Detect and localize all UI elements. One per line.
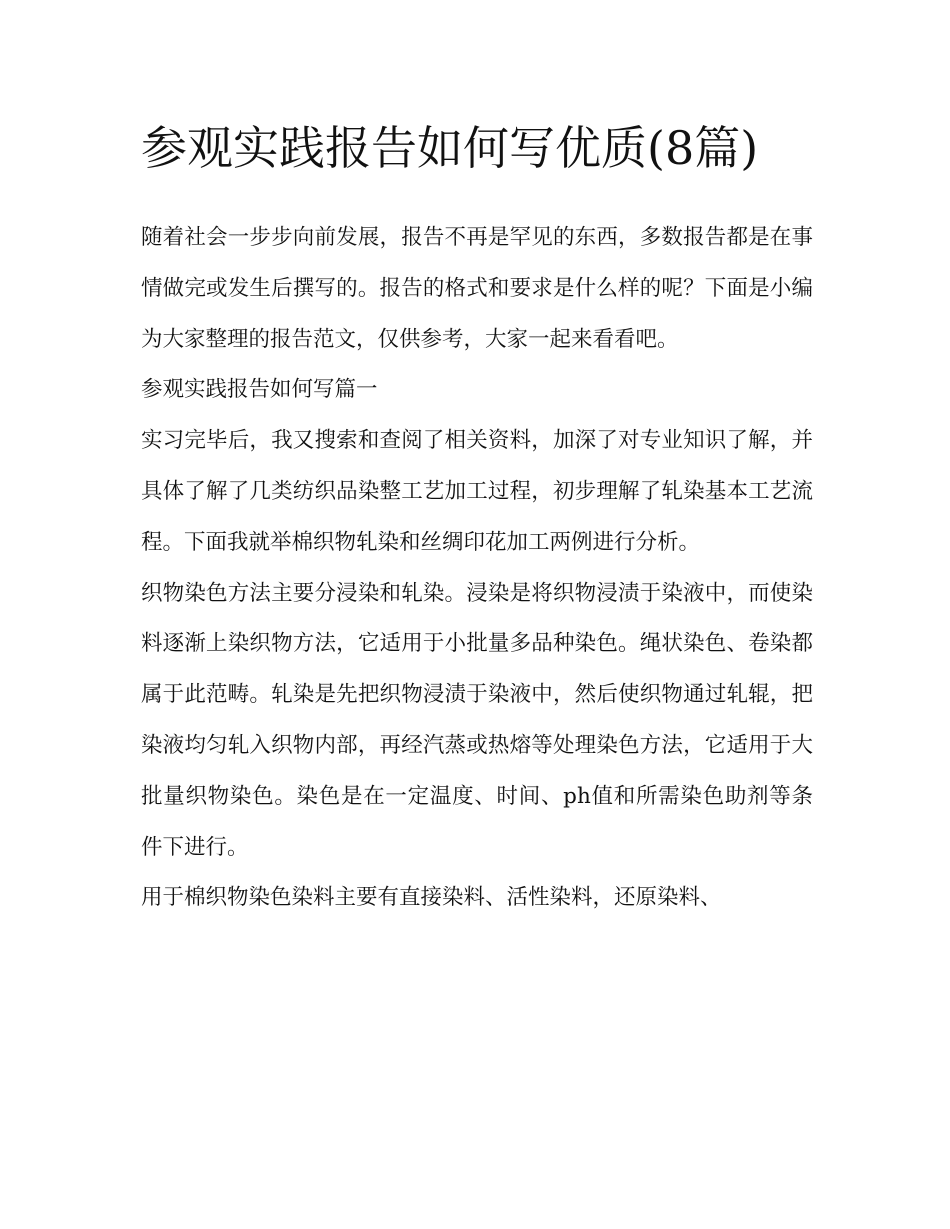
body-paragraph: 实习完毕后，我又搜索和查阅了相关资料，加深了对专业知识了解，并具体了解了几类纺织品染整工艺加工过程，初步理解了轧染基本工艺流程。下面我就举棉织物轧染和丝绸印花加工两例进行分析。 [141,428,813,555]
document-title: 参观实践报告如何写优质(8篇) [141,121,759,175]
body-paragraph: 用于棉织物染色染料主要有直接染料、活性染料，还原染料、 [141,885,722,911]
section-heading: 参观实践报告如何写篇一 [141,377,378,403]
intro-paragraph: 随着社会一步步向前发展，报告不再是罕见的东西，多数报告都是在事情做完或发生后撰写的。报告的格式和要求是什么样的呢？下面是小编为大家整理的报告范文，仅供参考，大家一起来看看吧。 [141,225,813,352]
document-body [141,108,813,924]
body-paragraph: 织物染色方法主要分浸染和轧染。浸染是将织物浸渍于染液中，而使染料逐渐上染织物方法，它适用于小批量多品种染色。绳状染色、卷染都属于此范畴。轧染是先把织物浸渍于染液中，然后使织物通过轧辊，把染液均匀轧入织物内部，再经汽蒸或热熔等处理染色方法，它适用于大批量织物染色。染色是在一定温度、时间、ph值和所需染色助剂等条件下进行。 [141,580,813,860]
